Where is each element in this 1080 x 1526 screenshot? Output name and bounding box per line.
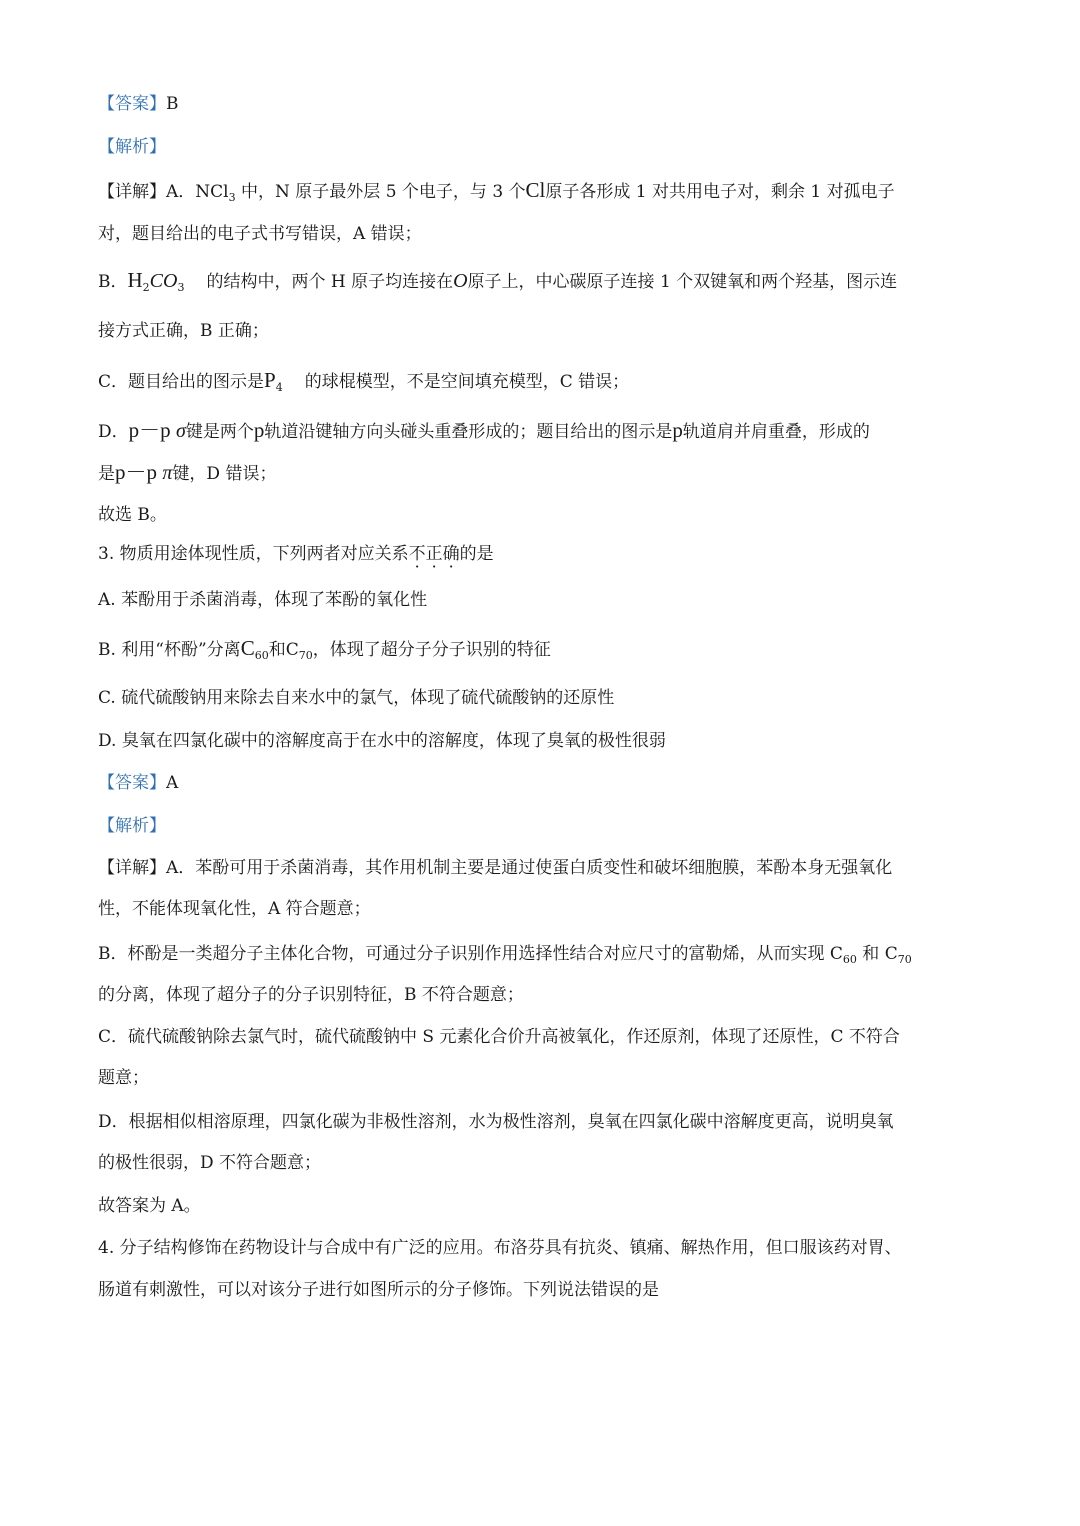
analysis-tag-q3: 【解析】 bbox=[98, 816, 166, 836]
detail-tag: 【详解】 bbox=[98, 182, 166, 202]
analysis-tag: 【解析】 bbox=[98, 137, 166, 157]
detail-q2-b-line2: 接方式正确，B 正确； bbox=[98, 321, 269, 341]
answer-tag: 【答案】 bbox=[98, 94, 166, 114]
detail-q2-c: C．题目给出的图示是$P_4$ 的球棍模型，不是空间填充模型，C 错误； bbox=[98, 368, 630, 394]
answer-value: B bbox=[166, 94, 179, 114]
question-4-stem-line1: 4. 分子结构修饰在药物设计与合成中有广泛的应用。布洛芬具有抗炎、镇痛、解热作用，但口服该药对胃、 bbox=[98, 1238, 902, 1258]
detail-q2-d-line2: 是p－p π键，D 错误； bbox=[98, 460, 277, 484]
question-4-stem-line2: 肠道有刺激性，可以对该分子进行如图所示的分子修饰。下列说法错误的是 bbox=[98, 1280, 659, 1300]
question-3-stem: 3. 物质用途体现性质，下列两者对应关系不正确的是 bbox=[98, 544, 494, 564]
detail-q3-a-line1: 【详解】A．苯酚可用于杀菌消毒，其作用机制主要是通过使蛋白质变性和破坏细胞膜，苯酚本身无强氧化 bbox=[98, 858, 893, 878]
detail-q2-a-line1: 【详解】A．NCl$_3$ 中，N 原子最外层 5 个电子，与 3 个Cl原子各形成 1 对共用电子对，剩余 1 对孤电子 bbox=[98, 178, 895, 204]
detail-q3-c-line2: 题意； bbox=[98, 1068, 149, 1088]
question-3-option-d: D. 臭氧在四氯化碳中的溶解度高于在水中的溶解度，体现了臭氧的极性很弱 bbox=[98, 731, 666, 751]
question-3-option-a: A. 苯酚用于杀菌消毒，体现了苯酚的氧化性 bbox=[98, 590, 428, 610]
question-3-option-b: B. 利用“杯酚”分离$C_{60}$和$C_{70}$，体现了超分子分子识别的特征 bbox=[98, 636, 551, 662]
detail-q3-c-line1: C．硫代硫酸钠除去氯气时，硫代硫酸钠中 S 元素化合价升高被氧化，作还原剂，体现了还原性，C 不符合 bbox=[98, 1027, 900, 1047]
detail-q2-b-line1: B．$H_2CO_3$ 的结构中，两个 H 原子均连接在O原子上，中心碳原子连接 1 个双键氧和两个羟基，图示连 bbox=[98, 268, 898, 294]
detail-q3-b-line1: B．杯酚是一类超分子主体化合物，可通过分子识别作用选择性结合对应尺寸的富勒烯，从而实现 $C_{60}$ 和 $C_{70}$ bbox=[98, 944, 912, 966]
detail-q2-a-line2: 对，题目给出的电子式书写错误，A 错误； bbox=[98, 224, 422, 244]
detail-q3-a-line2: 性，不能体现氧化性，A 符合题意； bbox=[98, 899, 371, 919]
formula-ncl3: NCl$_3$ bbox=[195, 182, 236, 204]
answer-line-q3: 【答案】A bbox=[98, 773, 179, 793]
detail-q3-b-line2: 的分离，体现了超分子的分子识别特征，B 不符合题意； bbox=[98, 985, 524, 1005]
question-3-option-c: C. 硫代硫酸钠用来除去自来水中的氯气，体现了硫代硫酸钠的还原性 bbox=[98, 688, 615, 708]
detail-q2-d-line1: D．p－p σ键是两个p轨道沿键轴方向头碰头重叠形成的；题目给出的图示是p轨道肩并肩重叠，形成的 bbox=[98, 418, 870, 442]
conclusion-q3: 故答案为 A。 bbox=[98, 1196, 201, 1216]
answer-line-q2 bbox=[98, 92, 179, 116]
conclusion-q2: 故选 B。 bbox=[98, 505, 167, 525]
detail-q3-d-line2: 的极性很弱，D 不符合题意； bbox=[98, 1153, 322, 1173]
detail-q3-d-line1: D．根据相似相溶原理，四氯化碳为非极性溶剂，水为极性溶剂，臭氧在四氯化碳中溶解度更高，说明臭氧 bbox=[98, 1112, 894, 1132]
